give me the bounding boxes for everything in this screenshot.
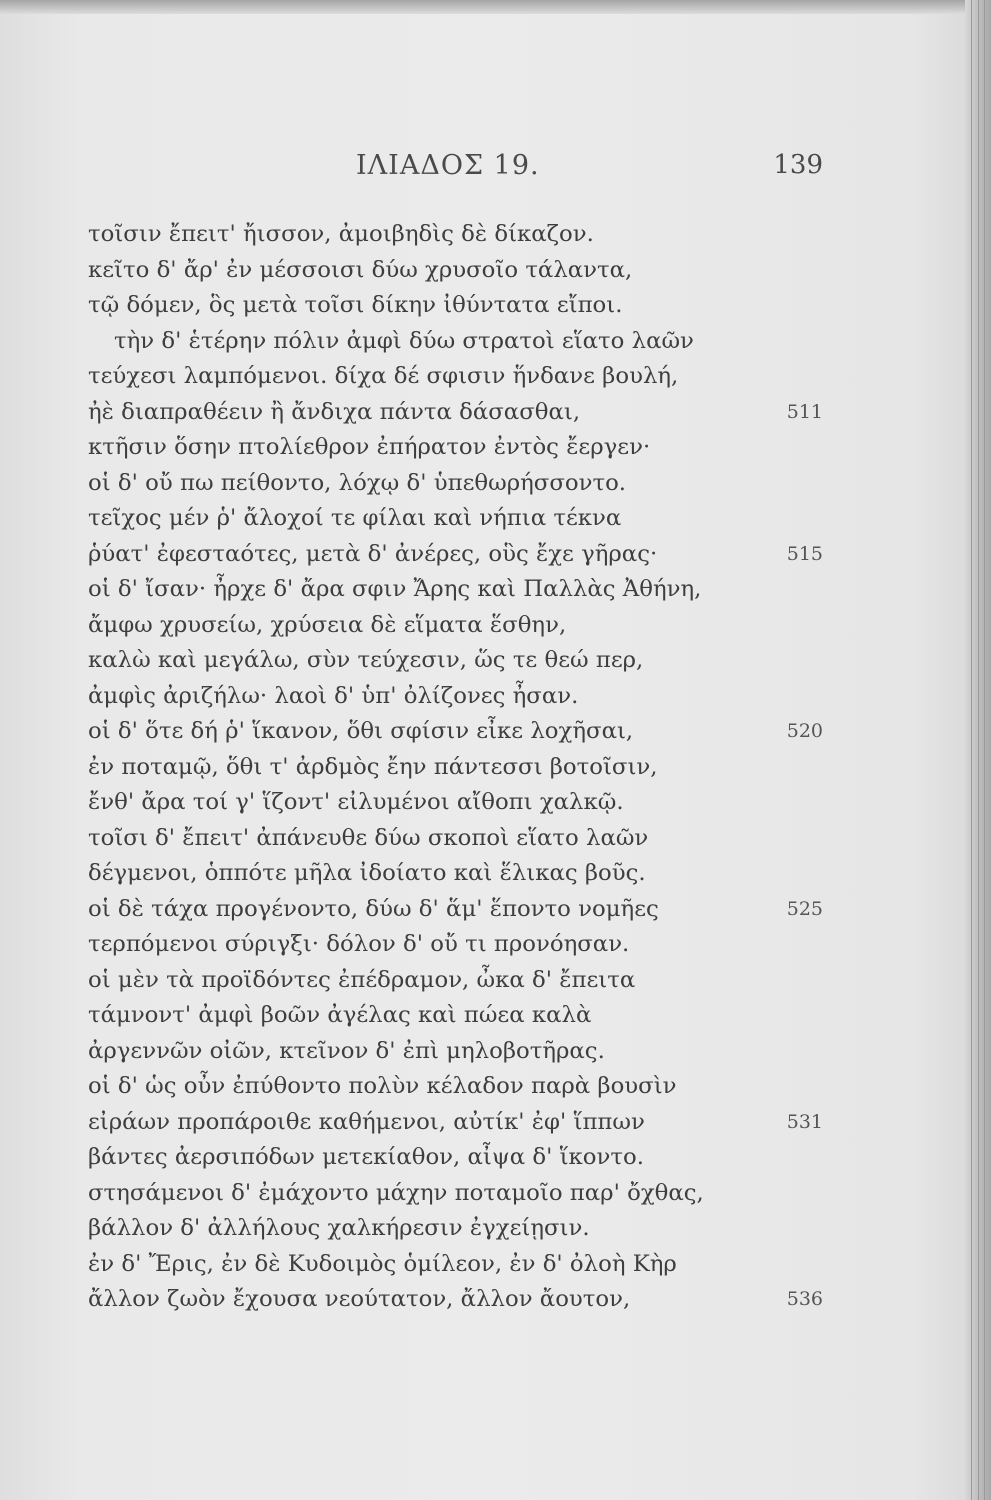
verse-text: ἔνθ' ἄρα τοί γ' ἵζοντ' εἰλυμένοι αἴθοπι χαλκῷ. (88, 789, 624, 815)
verse-line (88, 679, 823, 715)
line-number: 531 (786, 1110, 823, 1133)
verse-line (88, 253, 823, 289)
verse-line (88, 856, 823, 892)
verse-text: τεύχεσι λαμπόμενοι. δίχα δέ σφισιν ἥνδανε βουλή, (88, 363, 679, 389)
page-edge-line (978, 0, 979, 1500)
verse-text: τὴν δ' ἑτέρην πόλιν ἀμφὶ δύω στρατοὶ εἵατο λαῶν (114, 327, 694, 354)
line-number: 525 (786, 897, 823, 920)
verse-text: ἄμφω χρυσείω, χρύσεια δὲ εἵματα ἕσθην, (88, 611, 567, 638)
verse-line (88, 1069, 823, 1105)
line-number: 536 (786, 1288, 823, 1310)
page-edge-line (971, 0, 972, 1500)
verse-text: τοῖσιν ἔπειτ' ἤισσον, ἀμοιβηδὶς δὲ δίκαζον. (88, 221, 594, 247)
verse-line (88, 217, 823, 253)
book-title: ΙΛΙΑΔΟΣ 19. (356, 150, 540, 181)
verse-block (88, 217, 823, 1318)
verse-line (88, 785, 823, 821)
verse-line (88, 714, 823, 750)
verse-text: κεῖτο δ' ἄρ' ἐν μέσσοισι δύω χρυσοῖο τάλαντα, (88, 256, 633, 283)
verse-line (88, 537, 823, 573)
verse-text: ἀργεννῶν οἰῶν, κτεῖνον δ' ἐπὶ μηλοβοτῆρας. (88, 1037, 605, 1064)
running-head (88, 150, 823, 190)
verse-line (88, 927, 823, 963)
line-number: 511 (786, 400, 823, 423)
verse-text: καλὼ καὶ μεγάλω, σὺν τεύχεσιν, ὥς τε θεώ περ, (88, 647, 644, 673)
verse-text: οἱ δ' ὡς οὖν ἐπύθοντο πολὺν κέλαδον παρὰ βουσὶν (88, 1073, 677, 1099)
verse-line (88, 1034, 823, 1070)
verse-text: οἱ δ' ὅτε δή ῥ' ἵκανον, ὅθι σφίσιν εἶκε λοχῆσαι, (88, 718, 634, 744)
verse-text: εἰράων προπάροιθε καθήμενοι, αὐτίκ' ἐφ' ἵππων (88, 1108, 645, 1135)
verse-line (88, 430, 823, 466)
verse-line (88, 821, 823, 857)
verse-text: ἄλλον ζωὸν ἔχουσα νεούτατον, ἄλλον ἄουτον, (88, 1286, 631, 1312)
verse-text: κτῆσιν ὅσην πτολίεθρον ἐπήρατον ἐντὸς ἔεργεν· (88, 434, 651, 460)
verse-text: στησάμενοι δ' ἐμάχοντο μάχην ποταμοῖο παρ' ὄχθας, (88, 1179, 704, 1206)
verse-text: ἠὲ διαπραθέειν ἢ ἄνδιχα πάντα δάσασθαι, (88, 398, 581, 425)
verse-line (88, 359, 823, 395)
page-number: 139 (773, 150, 823, 180)
page-edge-line (984, 0, 985, 1500)
verse-text: οἱ δ' οὔ πω πείθοντο, λόχῳ δ' ὑπεθωρήσσοντο. (88, 469, 627, 496)
verse-line (88, 288, 823, 324)
verse-text: τῷ δόμεν, ὃς μετὰ τοῖσι δίκην ἰθύντατα εἴποι. (88, 292, 623, 318)
verse-line (88, 608, 823, 644)
verse-text: τεῖχος μέν ῥ' ἄλοχοί τε φίλαι καὶ νήπια τέκνα (88, 505, 622, 531)
verse-text: οἱ μὲν τὰ προϊδόντες ἐπέδραμον, ὦκα δ' ἔπειτα (88, 966, 636, 993)
verse-line (88, 572, 823, 608)
verse-text: τάμνοντ' ἀμφὶ βοῶν ἀγέλας καὶ πώεα καλὰ (88, 1002, 592, 1028)
verse-text: δέγμενοι, ὁππότε μῆλα ἰδοίατο καὶ ἕλικας βοῦς. (88, 860, 646, 886)
verse-line (88, 1105, 823, 1141)
verse-line (88, 395, 823, 431)
verse-line (88, 466, 823, 502)
line-number: 515 (786, 542, 823, 565)
verse-line (88, 1140, 823, 1176)
verse-line (88, 1282, 823, 1318)
verse-text: ἐν ποταμῷ, ὅθι τ' ἀρδμὸς ἔην πάντεσσι βοτοῖσιν, (88, 753, 658, 780)
verse-text: ἐν δ' Ἔρις, ἐν δὲ Κυδοιμὸς ὁμίλεον, ἐν δ' ὀλοὴ Κὴρ (88, 1250, 677, 1277)
verse-line (88, 750, 823, 786)
verse-text: τοῖσι δ' ἔπειτ' ἀπάνευθε δύω σκοποὶ εἵατο λαῶν (88, 824, 649, 851)
verse-line (88, 963, 823, 999)
verse-line (88, 1247, 823, 1283)
verse-text: βάλλον δ' ἀλλήλους χαλκήρεσιν ἐγχείῃσιν. (88, 1215, 590, 1241)
verse-text: ἀμφὶς ἀριζήλω· λαοὶ δ' ὑπ' ὀλίζονες ἦσαν. (88, 682, 579, 709)
verse-line (88, 643, 823, 679)
verse-text: οἱ δ' ἴσαν· ἦρχε δ' ἄρα σφιν Ἄρης καὶ Παλλὰς Ἀθήνη, (88, 576, 702, 602)
verse-text: ῥύατ' ἐφεσταότες, μετὰ δ' ἀνέρες, οὓς ἔχε γῆρας· (88, 540, 658, 567)
line-number: 520 (786, 720, 823, 742)
verse-line (88, 324, 823, 360)
verse-text: βάντες ἀερσιπόδων μετεκίαθον, αἶψα δ' ἵκοντο. (88, 1144, 644, 1170)
verse-line (88, 501, 823, 537)
page-stack-edge (965, 0, 991, 1500)
verse-text: τερπόμενοι σύριγξι· δόλον δ' οὔ τι προνόησαν. (88, 931, 630, 957)
verse-text: οἱ δὲ τάχα προγένοντο, δύω δ' ἅμ' ἕποντο νομῆες (88, 895, 659, 922)
page-top-edge (0, 0, 991, 14)
verse-line (88, 998, 823, 1034)
verse-line (88, 1211, 823, 1247)
verse-line (88, 1176, 823, 1212)
verse-line (88, 892, 823, 928)
